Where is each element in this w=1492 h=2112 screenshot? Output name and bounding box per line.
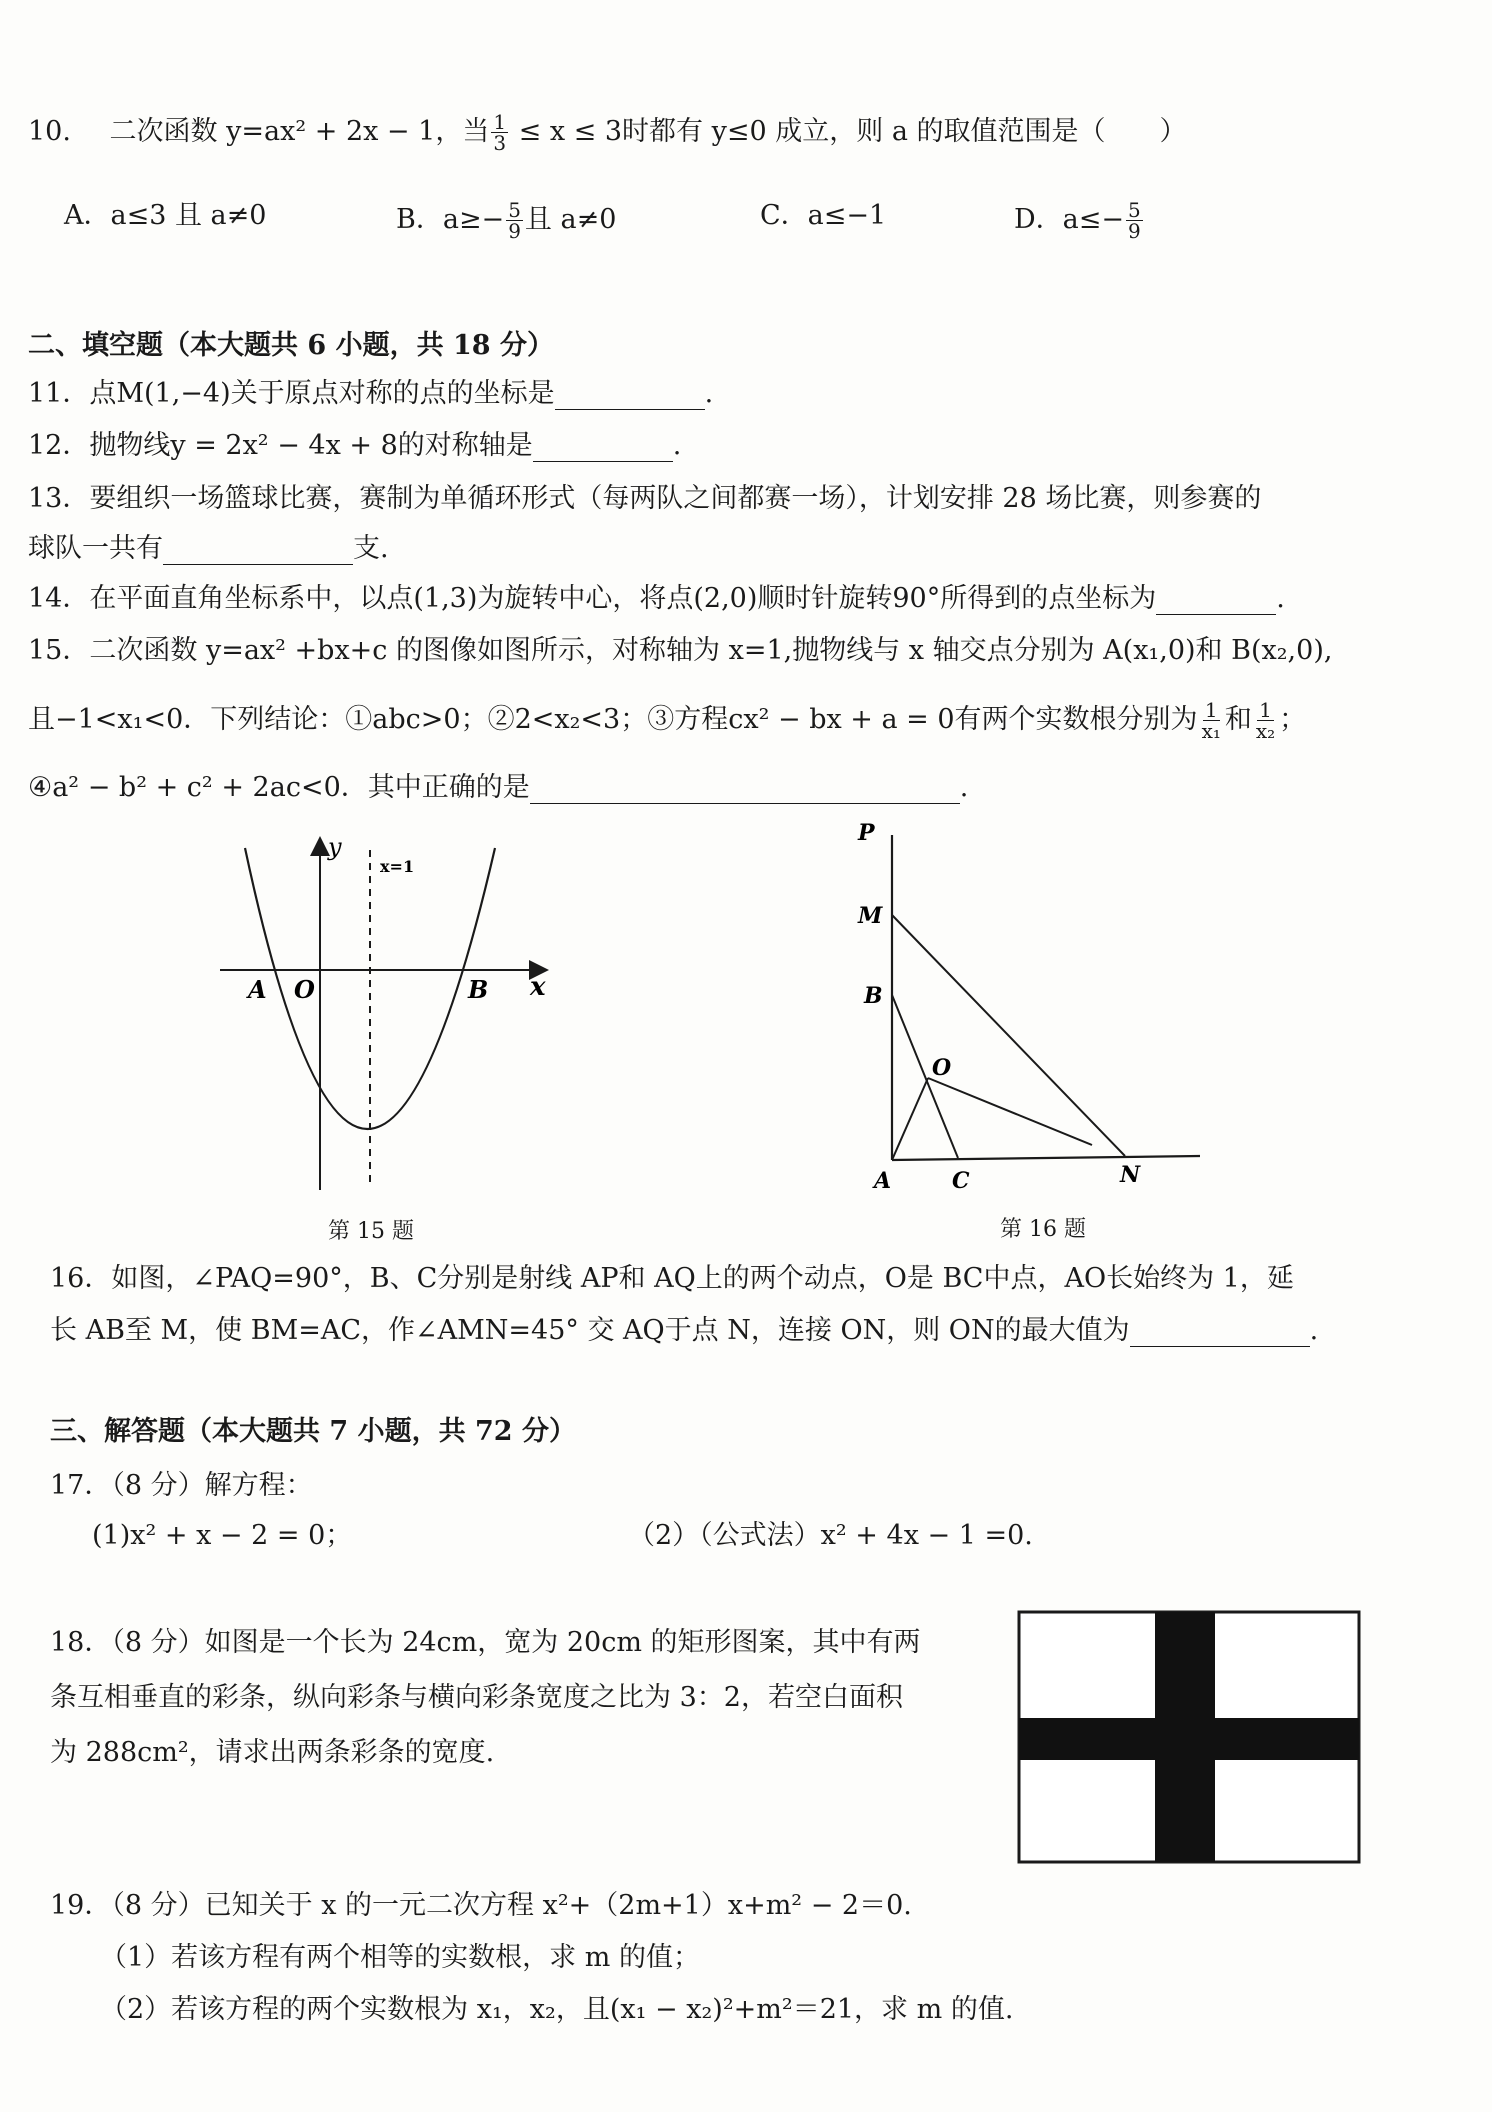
answer-blank[interactable]	[1130, 1317, 1310, 1348]
question-text: 球队一共有	[28, 533, 163, 564]
question-15-cont	[28, 700, 1306, 741]
question-13: 13．要组织一场篮球比赛，赛制为单循环形式（每两队之间都赛一场），计划安排 28 场比赛，则参赛的	[28, 483, 1262, 514]
question-19-part1: （1）若该方程有两个相等的实数根，求 m 的值；	[100, 1942, 700, 1973]
question-text: 支.	[353, 533, 389, 564]
segment-on	[928, 1078, 1092, 1145]
question-12	[28, 430, 681, 462]
fraction	[491, 112, 508, 153]
question-15-cont2	[28, 772, 968, 804]
question-text: 14．在平面直角坐标系中，以点(1,3)为旋转中心，将点(2,0)顺时针旋转90°所得到的点坐标为	[28, 583, 1157, 614]
question-18-cont: 条互相垂直的彩条，纵向彩条与横向彩条宽度之比为 3：2，若空白面积	[50, 1682, 903, 1713]
question-18-cont2: 为 288cm²，请求出两条彩条的宽度.	[50, 1737, 495, 1768]
fraction-denominator: x₁	[1201, 719, 1221, 743]
figure-16-caption: 第 16 题	[1000, 1217, 1086, 1242]
answer-blank[interactable]	[1156, 585, 1276, 616]
question-10	[28, 112, 1187, 153]
question-text: 二次函数 y=ax² + 2x − 1，当	[109, 116, 490, 147]
point-a-label: A	[874, 1168, 892, 1194]
question-17-part1: (1)x² + x − 2 = 0；	[92, 1520, 353, 1551]
option-text: B．a≥−	[396, 204, 505, 235]
y-axis-label: y	[328, 833, 342, 861]
fraction	[1254, 700, 1277, 741]
punctuation: .	[1309, 1315, 1319, 1346]
fraction	[1126, 200, 1143, 241]
figure-18-rectangle	[1015, 1608, 1365, 1868]
point-m-label: M	[858, 903, 883, 929]
option-a: A．a≤3 且 a≠0	[64, 200, 267, 231]
answer-blank[interactable]	[530, 774, 960, 805]
option-text: 且 a≠0	[524, 204, 617, 235]
question-18: 18．（8 分）如图是一个长为 24cm，宽为 20cm 的矩形图案，其中有两	[50, 1627, 921, 1658]
fraction-numerator: 1	[1259, 698, 1272, 722]
question-13-cont	[28, 533, 389, 565]
question-14	[28, 583, 1285, 615]
question-15: 15．二次函数 y=ax² +bx+c 的图像如图所示，对称轴为 x=1,抛物线与 x 轴交点分别为 A(x₁,0)和 B(x₂,0),	[28, 635, 1333, 666]
point-c-label: C	[952, 1168, 970, 1194]
option-c: C．a≤−1	[760, 200, 887, 231]
horizontal-stripe	[1019, 1718, 1359, 1760]
question-17-part2: （2）（公式法）x² + 4x − 1 =0.	[628, 1520, 1033, 1551]
figure-15-parabola	[200, 820, 580, 1200]
question-text: ④a² − b² + c² + 2ac<0．其中正确的是	[28, 772, 530, 803]
point-b-label: B	[468, 975, 489, 1004]
question-16-cont	[50, 1315, 1318, 1347]
section-heading: 二、填空题（本大题共 6 小题，共 18 分）	[28, 330, 554, 361]
symmetry-label: x=1	[380, 857, 415, 876]
option-b	[396, 200, 616, 241]
origin-label: O	[294, 975, 315, 1004]
fraction	[1200, 700, 1223, 741]
fraction-denominator: 9	[508, 219, 521, 243]
point-o-label: O	[932, 1055, 952, 1081]
answer-blank[interactable]	[555, 380, 705, 411]
punctuation: .	[959, 772, 969, 803]
question-text: 和	[1224, 704, 1252, 735]
segment-ao	[892, 1078, 928, 1160]
fraction	[506, 200, 523, 241]
question-text: 12．抛物线y = 2x² − 4x + 8的对称轴是	[28, 430, 533, 461]
fraction-numerator: 5	[508, 198, 521, 222]
question-11	[28, 378, 713, 410]
question-19: 19．（8 分）已知关于 x 的一元二次方程 x²+（2m+1）x+m² − 2＝0.	[50, 1890, 912, 1921]
punctuation: ；	[1279, 704, 1307, 735]
figure-15-caption: 第 15 题	[328, 1219, 414, 1244]
answer-blank[interactable]	[533, 432, 673, 463]
option-d	[1014, 200, 1145, 241]
fraction-denominator: 3	[493, 131, 507, 155]
question-text: 11．点M(1,−4)关于原点对称的点的坐标是	[28, 378, 555, 409]
point-a-label: A	[248, 975, 267, 1004]
question-text: 且−1<x₁<0．下列结论：①abc>0；②2<x₂<3；③方程cx² − bx + a = 0有两个实数根分别为	[28, 704, 1198, 735]
section-heading: 三、解答题（本大题共 7 小题，共 72 分）	[50, 1416, 576, 1447]
punctuation: .	[1276, 583, 1285, 614]
answer-blank[interactable]	[163, 535, 353, 566]
question-19-part2: （2）若该方程的两个实数根为 x₁，x₂，且(x₁ − x₂)²+m²＝21，求 m 的值.	[100, 1994, 1014, 2025]
x-axis-label: x	[530, 972, 546, 1002]
figure-16-geometry	[840, 820, 1230, 1200]
ray-aq	[892, 1156, 1200, 1160]
fraction-numerator: 1	[1204, 698, 1218, 722]
question-text: 长 AB至 M，使 BM=AC，作∠AMN=45° 交 AQ于点 N，连接 ON，则 ON的最大值为	[50, 1315, 1130, 1346]
question-text: ≤ x ≤ 3时都有 y≤0 成立，则 a 的取值范围是（ ）	[510, 116, 1187, 147]
option-text: D．a≤−	[1014, 204, 1124, 235]
fraction-denominator: 9	[1128, 219, 1141, 243]
fraction-numerator: 5	[1128, 198, 1141, 222]
punctuation: .	[672, 430, 682, 461]
question-number: 10.	[28, 116, 71, 147]
point-p-label: P	[858, 820, 875, 846]
question-16: 16．如图，∠PAQ=90°，B、C分别是射线 AP和 AQ上的两个动点，O是 BC中点，AO长始终为 1，延	[50, 1263, 1294, 1294]
fraction-numerator: 1	[493, 110, 507, 134]
point-n-label: N	[1120, 1162, 1141, 1188]
segment-mn	[892, 915, 1125, 1156]
punctuation: .	[704, 378, 714, 409]
fraction-denominator: x₂	[1255, 719, 1276, 743]
question-17: 17．（8 分）解方程：	[50, 1470, 313, 1501]
point-b-label: B	[864, 983, 883, 1009]
